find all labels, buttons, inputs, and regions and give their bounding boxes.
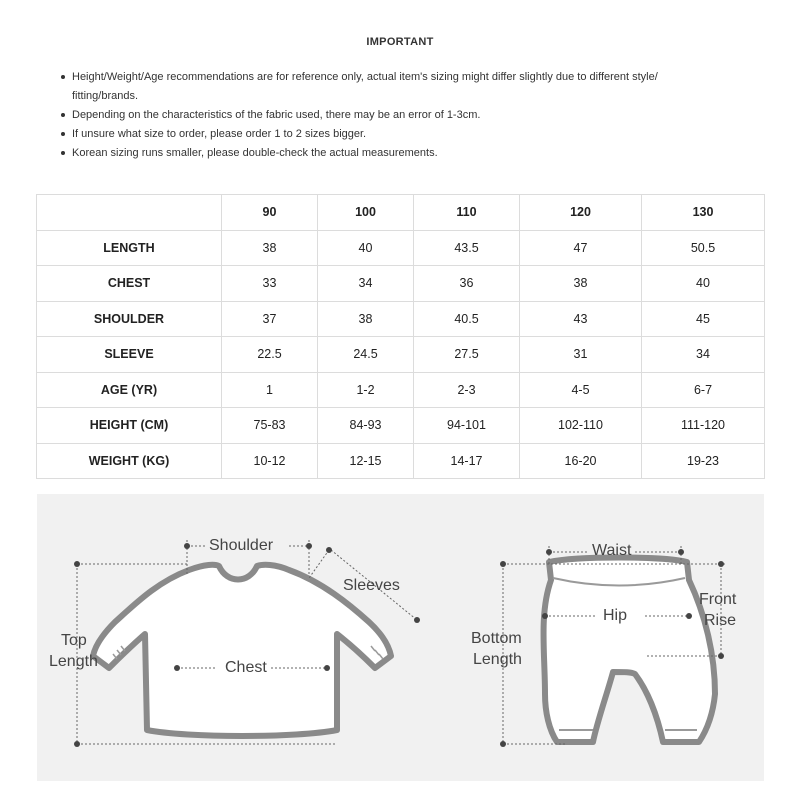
size-header: 120	[520, 195, 642, 231]
table-cell: 40.5	[414, 301, 520, 337]
row-label: HEIGHT (CM)	[37, 408, 222, 444]
table-cell: 1-2	[318, 372, 414, 408]
row-label: LENGTH	[37, 230, 222, 266]
table-row	[37, 337, 765, 373]
table-cell: 34	[318, 266, 414, 302]
table-row	[37, 230, 765, 266]
table-cell: 50.5	[642, 230, 765, 266]
top-length-label-line2: Length	[49, 653, 98, 670]
row-label: SLEEVE	[37, 337, 222, 373]
table-cell: 40	[318, 230, 414, 266]
table-cell: 43.5	[414, 230, 520, 266]
size-chart-table	[36, 194, 765, 479]
table-cell: 27.5	[414, 337, 520, 373]
table-row	[37, 372, 765, 408]
note-item: Height/Weight/Age recommendations are for reference only, actual item's sizing might differ slightly due to different style/	[58, 68, 758, 87]
page-title: IMPORTANT	[366, 36, 434, 48]
size-header: 90	[222, 195, 318, 231]
row-label: WEIGHT (KG)	[37, 443, 222, 479]
table-cell: 1	[222, 372, 318, 408]
size-header: 110	[414, 195, 520, 231]
table-cell: 19-23	[642, 443, 765, 479]
table-row	[37, 443, 765, 479]
shoulder-label: Shoulder	[209, 537, 274, 554]
size-header: 130	[642, 195, 765, 231]
table-cell: 40	[642, 266, 765, 302]
table-cell: 16-20	[520, 443, 642, 479]
bottom-length-label-line2: Length	[473, 651, 522, 668]
chest-label: Chest	[225, 659, 267, 676]
front-rise-label-line1: Front	[699, 591, 737, 608]
table-cell: 4-5	[520, 372, 642, 408]
measurement-illustration	[37, 494, 764, 781]
bottom-length-label-line1: Bottom	[471, 630, 522, 647]
table-cell: 45	[642, 301, 765, 337]
table-corner-cell	[37, 195, 222, 231]
table-cell: 10-12	[222, 443, 318, 479]
note-item: Depending on the characteristics of the fabric used, there may be an error of 1-3cm.	[58, 106, 758, 125]
measurement-diagram	[37, 494, 764, 781]
table-cell: 6-7	[642, 372, 765, 408]
table-cell: 34	[642, 337, 765, 373]
top-length-label-line1: Top	[61, 632, 87, 649]
table-cell: 84-93	[318, 408, 414, 444]
front-rise-label-line2: Rise	[704, 612, 737, 629]
row-label: AGE (YR)	[37, 372, 222, 408]
table-cell: 33	[222, 266, 318, 302]
table-cell: 12-15	[318, 443, 414, 479]
table-cell: 75-83	[222, 408, 318, 444]
table-cell: 43	[520, 301, 642, 337]
table-cell: 37	[222, 301, 318, 337]
sleeves-label: Sleeves	[343, 577, 400, 594]
table-row	[37, 408, 765, 444]
note-item-continued: fitting/brands.	[72, 90, 139, 102]
table-cell: 38	[318, 301, 414, 337]
table-cell: 14-17	[414, 443, 520, 479]
table-cell: 47	[520, 230, 642, 266]
notes-list	[58, 68, 758, 163]
table-cell: 31	[520, 337, 642, 373]
table-cell: 24.5	[318, 337, 414, 373]
note-item: If unsure what size to order, please order 1 to 2 sizes bigger.	[58, 125, 758, 144]
note-item: Korean sizing runs smaller, please double-check the actual measurements.	[58, 144, 758, 163]
row-label: SHOULDER	[37, 301, 222, 337]
row-label: CHEST	[37, 266, 222, 302]
table-cell: 111-120	[642, 408, 765, 444]
table-cell: 22.5	[222, 337, 318, 373]
table-cell: 2-3	[414, 372, 520, 408]
table-row	[37, 301, 765, 337]
table-cell: 38	[222, 230, 318, 266]
table-row	[37, 266, 765, 302]
table-cell: 102-110	[520, 408, 642, 444]
table-cell: 38	[520, 266, 642, 302]
table-cell: 94-101	[414, 408, 520, 444]
hip-label: Hip	[603, 607, 628, 624]
waist-label: Waist	[592, 542, 632, 559]
table-header-row	[37, 195, 765, 231]
size-header: 100	[318, 195, 414, 231]
table-cell: 36	[414, 266, 520, 302]
